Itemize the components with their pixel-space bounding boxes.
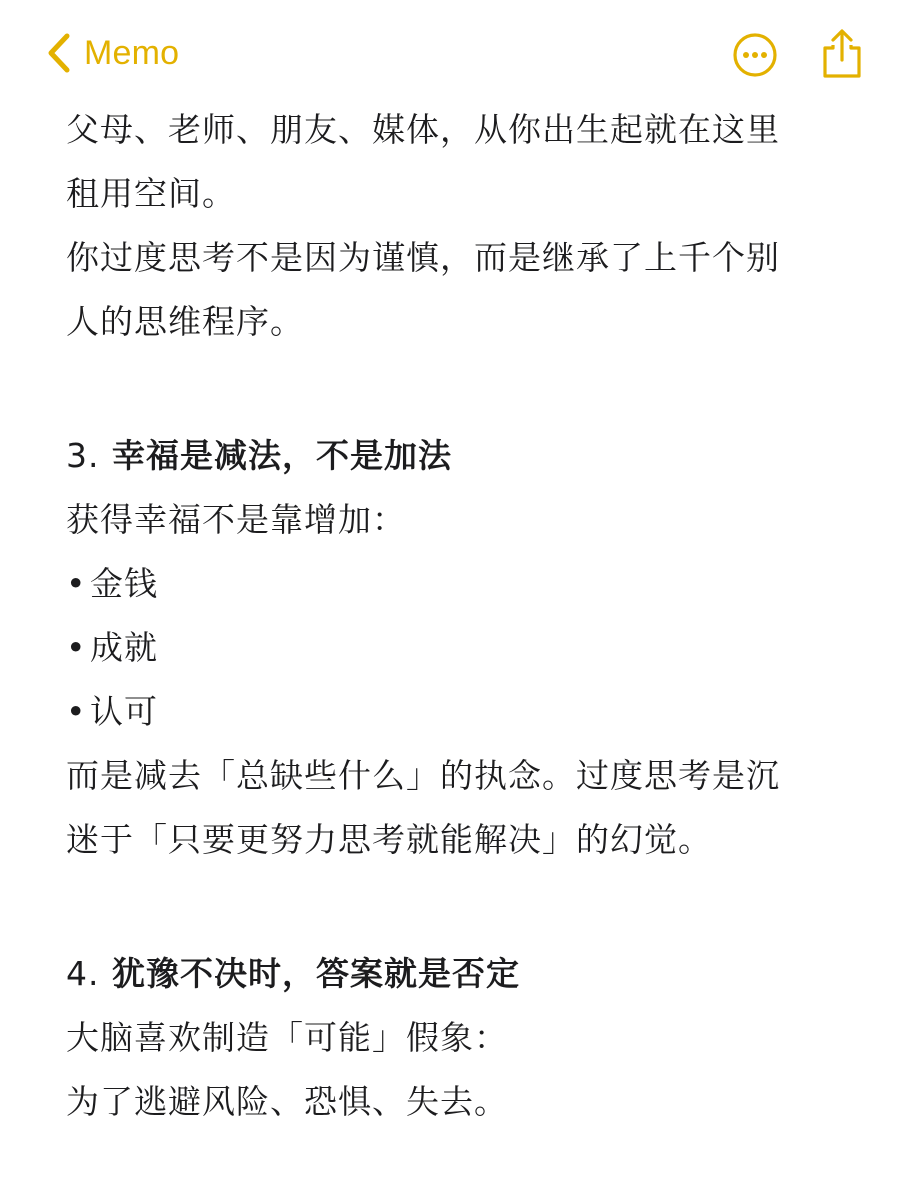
- bullet-text: 认可: [90, 692, 158, 731]
- text-line: 迷于「只要更努力思考就能解决」的幻觉。: [66, 820, 712, 859]
- text-line: 获得幸福不是靠增加：: [66, 500, 406, 539]
- bullet-icon: •: [66, 692, 87, 731]
- back-button[interactable]: [46, 30, 179, 76]
- blank-line: [66, 872, 846, 942]
- bullet-text: 成就: [90, 628, 158, 667]
- text-line: 你过度思考不是因为谨慎，而是继承了上千个别: [66, 238, 780, 277]
- blank-line: [66, 354, 846, 424]
- note-body[interactable]: [66, 98, 846, 1134]
- text-line: 为了逃避风险、恐惧、失去。: [66, 1082, 508, 1121]
- share-button[interactable]: [820, 28, 864, 80]
- text-line: 大脑喜欢制造「可能」假象：: [66, 1018, 508, 1057]
- bullet-icon: •: [66, 628, 87, 667]
- bullet-icon: •: [66, 564, 87, 603]
- back-label: Memo: [84, 33, 180, 72]
- text-line: 而是减去「总缺些什么」的执念。过度思考是沉: [66, 756, 780, 795]
- bullet-text: 金钱: [90, 564, 158, 603]
- bullet-item: [66, 552, 846, 616]
- section-4-heading: [66, 942, 846, 1006]
- section-number: 3.: [66, 436, 100, 475]
- bullet-item: [66, 680, 846, 744]
- text-line: 父母、老师、朋友、媒体，从你出生起就在这里: [66, 110, 780, 149]
- chevron-left-icon: [46, 32, 72, 74]
- text-line: 人的思维程序。: [66, 302, 304, 341]
- bullet-item: [66, 616, 846, 680]
- share-icon: [820, 65, 864, 84]
- navigation-bar: [0, 0, 901, 100]
- section-title: 幸福是减法，不是加法: [112, 436, 452, 475]
- ellipsis-circle-icon: [732, 63, 778, 82]
- more-options-button[interactable]: [732, 32, 778, 78]
- section-number: 4.: [66, 954, 100, 993]
- section-title: 犹豫不决时，答案就是否定: [112, 954, 520, 993]
- text-line: 租用空间。: [66, 174, 236, 213]
- section-3-heading: [66, 424, 846, 488]
